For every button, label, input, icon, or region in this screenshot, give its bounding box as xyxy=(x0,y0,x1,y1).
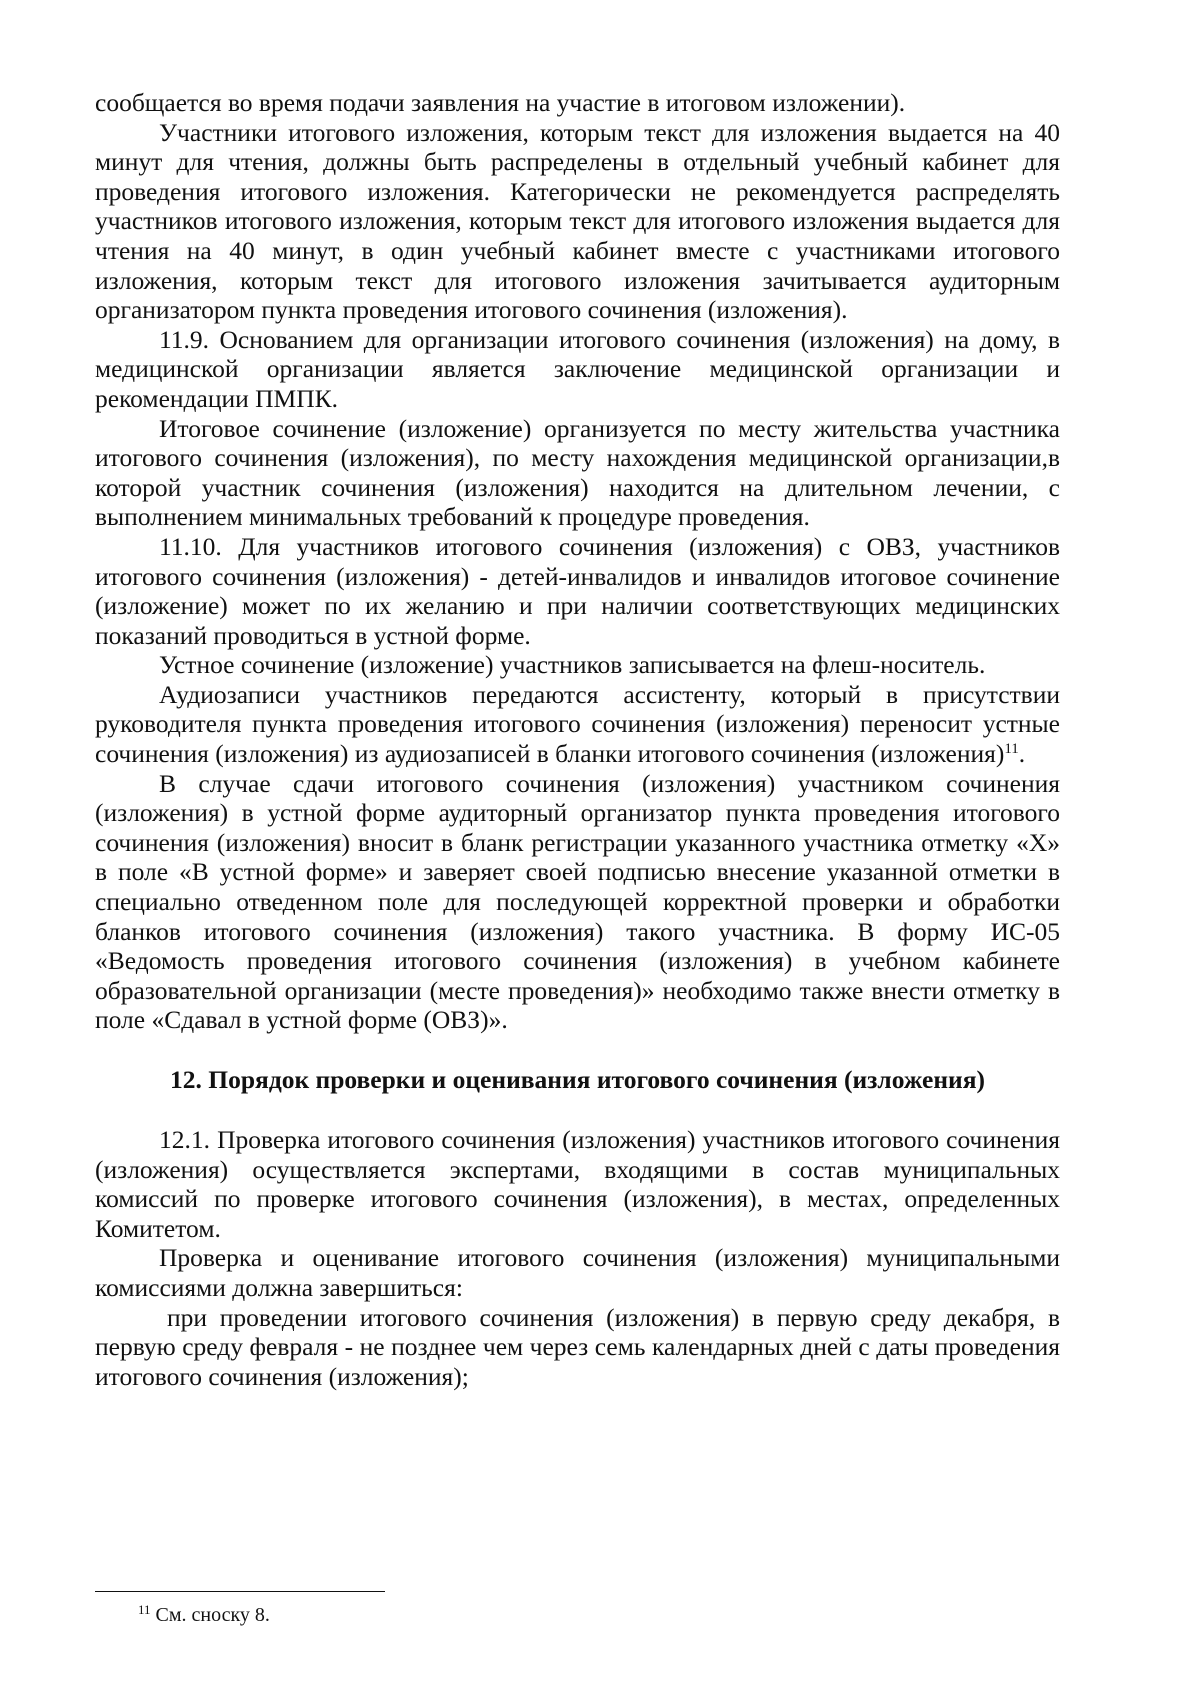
paragraph-with-footnote xyxy=(95,680,1060,769)
footnote-separator xyxy=(95,1591,385,1592)
paragraph: Участники итогового изложения, которым текст для изложения выдается на 40 минут для чтения, должны быть распределены в отдельный учебный кабинет для проведения итогового изложения. Категорически не рекомендуется распределять участников итогового изложения, которым текст для итогового изложения выдается для чтения на 40 минут, в один учебный кабинет вместе с участниками итогового изложения, которым текст для итогового изложения зачитывается аудиторным организатором пункта проведения итогового сочинения (изложения). xyxy=(95,117,1060,325)
paragraph-11-9: 11.9. Основанием для организации итогового сочинения (изложения) на дому, в медицинской организации является заключение медицинской организации и рекомендации ПМПК. xyxy=(95,324,1060,413)
footnote-number: 11 xyxy=(138,1602,151,1617)
paragraph-text: Аудиозаписи участников передаются ассистенту, который в присутствии руководителя пункта проведения итогового сочинения (изложения) переносит устные сочинения (изложения) из аудиозаписей в бланки итогового сочинения (изложения) xyxy=(95,679,1060,769)
paragraph: Итоговое сочинение (изложение) организуется по месту жительства участника итогового сочинения (изложения), по месту нахождения медицинской организации,в которой участник сочинения (изложения) находится на длительном лечении, с выполнением минимальных требований к процедуре проведения. xyxy=(95,413,1060,532)
paragraph: В случае сдачи итогового сочинения (изложения) участником сочинения (изложения) в устной форме аудиторный организатор пункта проведения итогового сочинения (изложения) вносит в бланк регистрации указанного участника отметку «Х» в поле «В устной форме» и заверяет своей подписью внесение указанной отметки в специально отведенном поле для последующей корректной проверки и обработки бланков итогового сочинения (изложения) такого участника. В форму ИС-05 «Ведомость проведения итогового сочинения (изложения) в учебном кабинете образовательной организации (месте проведения)» необходимо также внести отметку в поле «Сдавал в устной форме (ОВЗ)». xyxy=(95,768,1060,1035)
paragraph: сообщается во время подачи заявления на участие в итоговом изложении). xyxy=(95,88,906,117)
paragraph: Проверка и оценивание итогового сочинения (изложения) муниципальными комиссиями должна завершиться: xyxy=(95,1243,1060,1302)
section-heading: 12. Порядок проверки и оценивания итогового сочинения (изложения) xyxy=(170,1065,985,1094)
paragraph-tail: . xyxy=(1018,739,1026,769)
footnote-text: См. сноску 8. xyxy=(155,1604,270,1626)
paragraph-12-1: 12.1. Проверка итогового сочинения (изложения) участников итогового сочинения (изложения) осуществляется экспертами, входящими в состав муниципальных комиссий по проверке итогового сочинения (изложения), в местах, определенных Комитетом. xyxy=(95,1125,1060,1243)
paragraph: при проведении итогового сочинения (изложения) в первую среду декабря, в первую среду февраля - не позднее чем через семь календарных дней с даты проведения итогового сочинения (изложения); xyxy=(95,1302,1060,1391)
footnote xyxy=(138,1603,270,1627)
paragraph: Устное сочинение (изложение) участников записывается на флеш-носитель. xyxy=(159,650,986,680)
paragraph-11-10: 11.10. Для участников итогового сочинения (изложения) с ОВЗ, участников итогового сочинения (изложения) - детей-инвалидов и инвалидов итоговое сочинение (изложение) может по их желанию и при наличии соответствующих медицинских показаний проводиться в устной форме. xyxy=(95,531,1060,650)
footnote-reference[interactable]: 11 xyxy=(1004,741,1019,758)
